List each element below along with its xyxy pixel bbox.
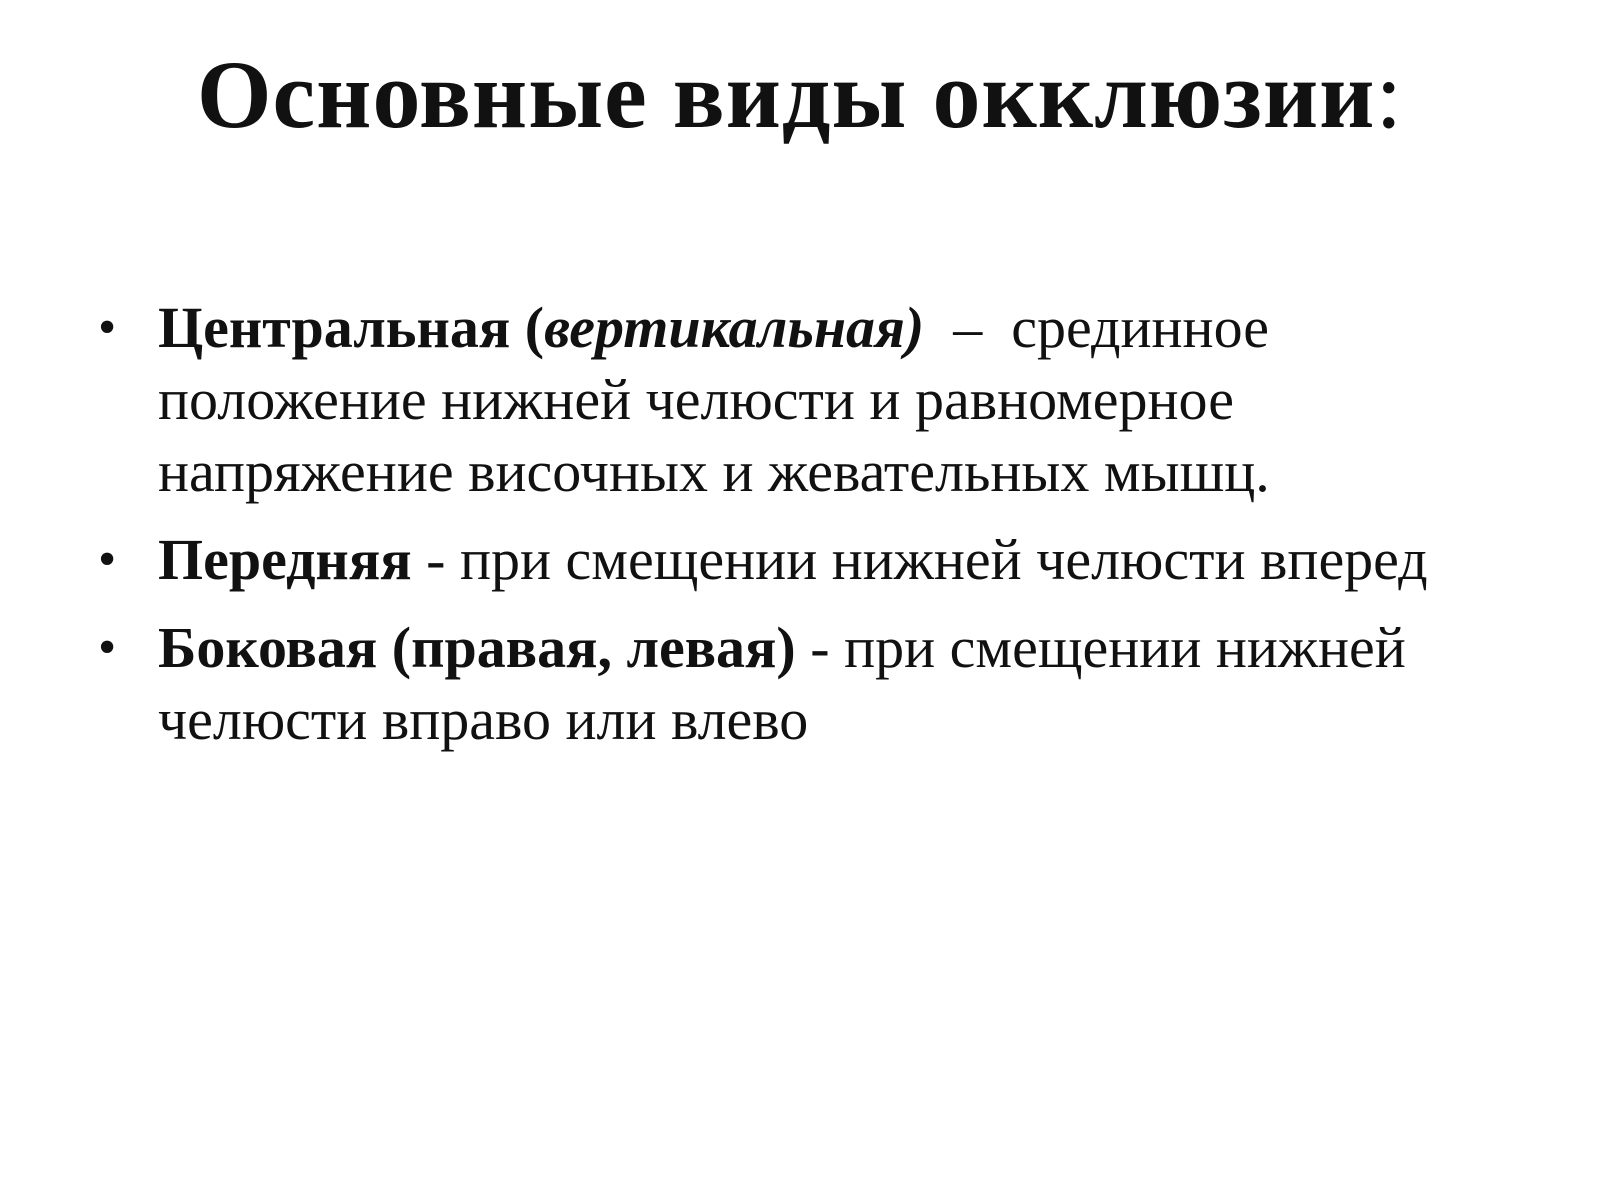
- item-description: срединное положение нижней челюсти и равномерное напряжение височных и жевательных мышц.: [158, 295, 1270, 504]
- item-separator: -: [795, 615, 845, 680]
- bullet-icon: •: [98, 299, 117, 356]
- list-item-lateral: [98, 612, 1518, 756]
- slide-title-colon: :: [1375, 41, 1404, 148]
- slide-title-text: Основные виды окклюзии: [196, 41, 1376, 148]
- item-separator: –: [924, 295, 1012, 360]
- item-separator: -: [411, 527, 460, 592]
- list-item-central: [98, 292, 1518, 508]
- occlusion-types-list: [98, 292, 1518, 772]
- item-description: при смещении нижней челюсти вправо или влево: [158, 615, 1406, 752]
- item-description: при смещении нижней челюсти вперед: [459, 527, 1428, 592]
- item-term: Центральная (: [158, 295, 545, 360]
- bullet-icon: •: [98, 619, 117, 676]
- bullet-icon: •: [98, 531, 117, 588]
- item-term: Передняя: [158, 527, 412, 592]
- item-term-italic: вертикальная): [544, 295, 925, 360]
- slide-title: [0, 42, 1600, 148]
- list-item-anterior: [98, 524, 1518, 596]
- item-term: Боковая (правая, левая): [158, 615, 796, 680]
